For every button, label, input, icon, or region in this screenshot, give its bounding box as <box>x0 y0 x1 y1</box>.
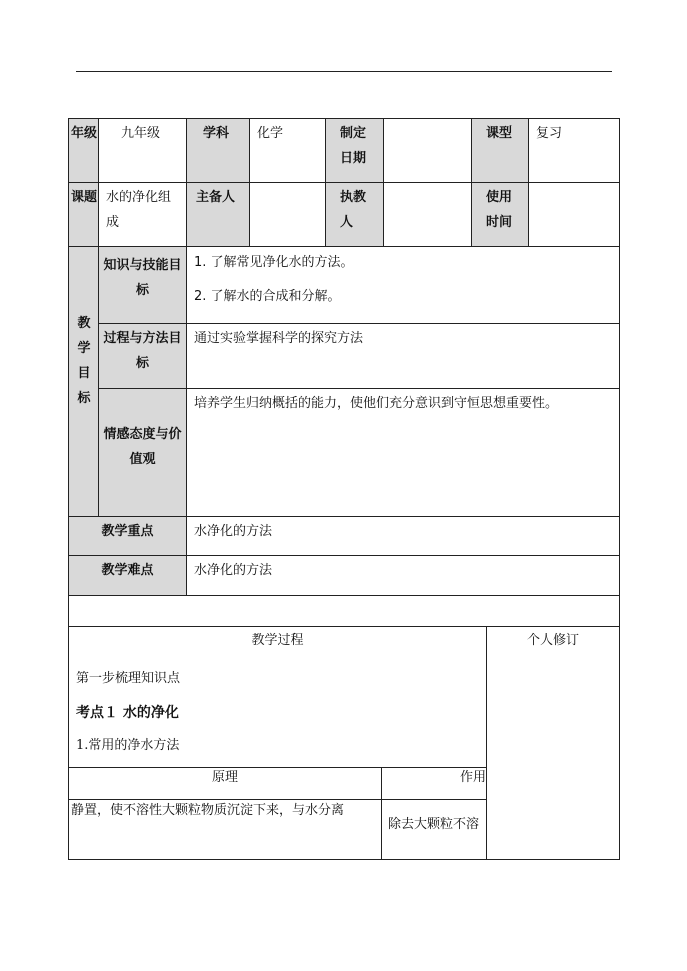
row1-principle: 静置，使不溶性大颗粒物质沉淀下来，与水分离 <box>71 803 345 818</box>
step1-text: 第一步梳理知识点 <box>76 671 181 686</box>
topic-label: 课题 <box>70 190 97 205</box>
preparer-label: 主备人 <box>196 190 236 205</box>
top-rule <box>76 71 612 72</box>
grade-label: 年级 <box>70 126 97 141</box>
process-text: 通过实验掌握科学的探究方法 <box>194 331 364 346</box>
col-header-principle: 原理 <box>211 770 238 785</box>
knowledge-item-2: 2. 了解水的合成和分解。 <box>194 289 341 304</box>
method-title: 1.常用的净水方法 <box>76 738 180 753</box>
row1-effect: 除去大颗粒不溶 <box>388 817 480 832</box>
difficulty-text: 水净化的方法 <box>194 563 273 578</box>
teacher-label: 执教人 <box>340 190 367 230</box>
kaodian-title: 考点１ 水的净化 <box>76 705 179 721</box>
knowledge-item-1: 1. 了解常见净化水的方法。 <box>194 255 354 270</box>
key-point-label: 教学重点 <box>101 524 154 539</box>
knowledge-label: 知识与技能目标 <box>103 258 182 298</box>
type-label: 课型 <box>486 126 513 141</box>
time-label: 使用时间 <box>486 190 513 230</box>
type-value: 复习 <box>536 126 563 141</box>
date-label: 制定日期 <box>340 126 367 166</box>
col-header-effect: 作用 <box>459 770 486 785</box>
grade-value: 九年级 <box>121 126 161 141</box>
subject-value: 化学 <box>257 126 284 141</box>
difficulty-label: 教学难点 <box>101 563 154 578</box>
topic-value: 水的净化组成 <box>106 190 172 230</box>
key-point-text: 水净化的方法 <box>194 524 273 539</box>
process-label: 过程与方法目标 <box>103 331 182 371</box>
emotion-label: 情感态度与价值观 <box>103 427 182 467</box>
process-title: 教学过程 <box>251 633 304 648</box>
revision-title: 个人修订 <box>526 633 579 648</box>
emotion-text: 培养学生归纳概括的能力，使他们充分意识到守恒思想重要性。 <box>194 396 559 411</box>
subject-label: 学科 <box>203 126 230 141</box>
goals-section-label: 教学目标 <box>77 316 91 406</box>
